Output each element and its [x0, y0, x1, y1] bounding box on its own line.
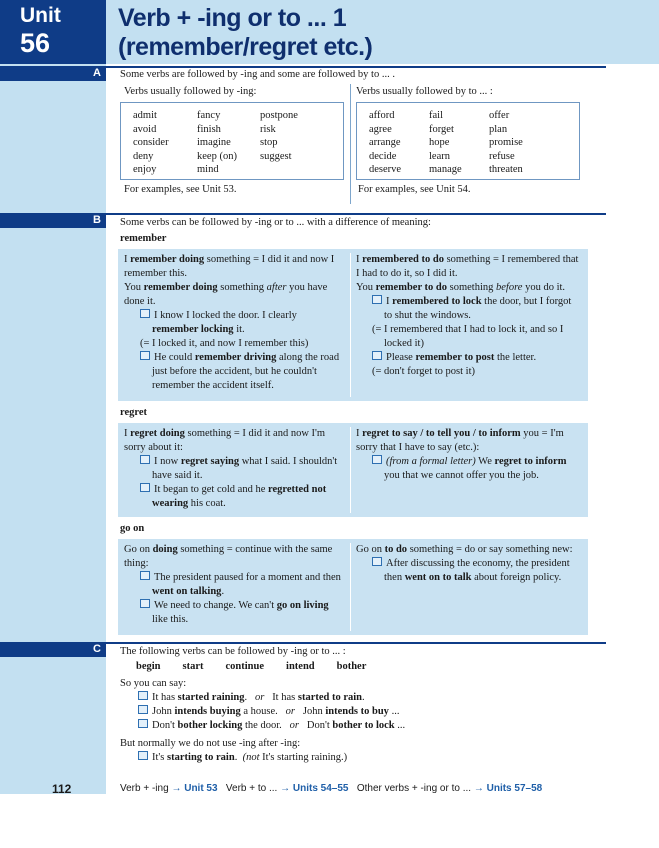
link-units-54-55[interactable]: Units 54–55 — [292, 783, 349, 794]
regret-to-column — [356, 427, 582, 483]
to-verb: plan — [489, 123, 508, 135]
checkbox-bullet-icon — [140, 599, 150, 608]
regret-panel — [118, 423, 588, 517]
link-units-57-58[interactable]: Units 57–58 — [486, 783, 543, 794]
checkbox-bullet-icon — [372, 557, 382, 566]
ing-verb: postpone — [260, 110, 298, 121]
section-a-divider — [350, 84, 351, 204]
ing-verbs-panel — [118, 84, 348, 204]
to-verb: hope — [429, 137, 450, 148]
checkbox-bullet-icon — [372, 351, 382, 360]
to-verb: fail — [429, 110, 443, 121]
ing-verbs-heading: Verbs usually followed by -ing: — [124, 86, 257, 97]
section-b-intro: Some verbs can be followed by -ing or to ... with a difference of meaning: — [120, 217, 431, 228]
unit-badge — [0, 0, 106, 64]
section-c-example-4: It's starting to rain. (not It's starting raining.) — [138, 751, 347, 765]
regret-doing-definition: I regret doing something = I did it and now I'm sorry about it: — [124, 428, 326, 453]
remember-divider — [350, 253, 351, 397]
remember-to-example-1: I remembered to lock the door, but I forgot to shut the windows. (= I remembered that I had to lock it, and so I locked it) — [372, 296, 572, 349]
section-a-intro: Some verbs are followed by -ing and some are followed by to ... . — [120, 69, 395, 80]
section-b-letter: B — [93, 214, 101, 226]
to-verb: learn — [429, 150, 450, 162]
checkbox-bullet-icon — [138, 691, 148, 700]
to-verb: arrange — [369, 137, 401, 148]
but-normally: But normally we do not use -ing after -ing: — [120, 738, 301, 749]
section-b-marker — [0, 213, 106, 228]
to-verbs-list — [369, 109, 547, 177]
section-c-verb: bother — [336, 661, 367, 672]
regret-label: regret — [120, 407, 148, 418]
section-c-verb: start — [182, 661, 204, 672]
regret-to-definition: I regret to say / to tell you / to inform you = I'm sorry that I have to say (etc.): — [356, 428, 564, 453]
to-verb: forget — [429, 123, 454, 135]
section-c-example-1: It has started raining. or It has started to rain. — [138, 691, 365, 705]
arrow-right-icon: → — [171, 783, 182, 794]
remember-to-definition: I remembered to do something = I remembered that I had to do it, so I did it. — [356, 254, 579, 279]
remember-label: remember — [120, 233, 167, 244]
go-on-doing-definition: Go on doing something = continue with the same thing: — [124, 544, 333, 569]
ing-verb: mind — [197, 164, 219, 175]
remember-panel — [118, 249, 588, 401]
ing-verb: enjoy — [133, 164, 157, 175]
to-verbs-footer: For examples, see Unit 54. — [358, 184, 471, 195]
ing-verb: suggest — [260, 150, 292, 162]
ing-verb: keep (on) — [197, 150, 237, 162]
go-on-doing-example-1: The president paused for a moment and then went on talking. — [140, 571, 346, 599]
to-verb: promise — [489, 137, 523, 148]
arrow-right-icon: → — [473, 783, 484, 794]
regret-divider — [350, 427, 351, 513]
section-a-marker — [0, 66, 106, 81]
section-a-panel — [118, 84, 588, 204]
to-verb: refuse — [489, 150, 515, 162]
go-on-panel — [118, 539, 588, 635]
go-on-to-definition: Go on to do something = do or say something new: — [356, 544, 573, 555]
ing-verb: stop — [260, 137, 278, 148]
page-number: 112 — [52, 782, 72, 796]
remember-to-column — [356, 253, 582, 379]
remember-doing-column — [124, 253, 344, 393]
link-unit-53[interactable]: Unit 53 — [184, 783, 218, 794]
remember-doing-explanation: You remember doing something after you have done it. — [124, 282, 328, 307]
section-c-verb: continue — [225, 661, 265, 672]
so-you-can-say: So you can say: — [120, 678, 187, 689]
section-c-verb-list — [136, 660, 366, 674]
side-margin — [0, 64, 106, 794]
remember-doing-example-1: I know I locked the door. I clearly remember locking it. (= I locked it, and now I remember this) — [140, 310, 309, 349]
to-verbs-box — [356, 102, 580, 180]
to-verb: afford — [369, 110, 395, 121]
ing-verb: risk — [260, 123, 276, 135]
unit-word: Unit — [20, 4, 61, 27]
go-on-doing-column — [124, 543, 346, 627]
to-verb: offer — [489, 110, 510, 121]
section-c-rule — [106, 642, 606, 644]
checkbox-bullet-icon — [372, 455, 382, 464]
remember-to-example-2: Please remember to post the letter. (= don't forget to post it) — [372, 352, 537, 377]
page-title-line2: (remember/regret etc.) — [118, 33, 373, 61]
ing-verb: finish — [197, 123, 221, 135]
ing-verb — [260, 163, 320, 177]
regret-doing-example-2: It began to get cold and he regretted not wearing his coat. — [140, 483, 346, 511]
to-verbs-heading: Verbs usually followed by to ... : — [356, 86, 493, 97]
checkbox-bullet-icon — [140, 351, 150, 360]
checkbox-bullet-icon — [138, 719, 148, 728]
ing-verb: avoid — [133, 123, 157, 135]
go-on-to-column — [356, 543, 582, 585]
ing-verbs-footer: For examples, see Unit 53. — [124, 184, 237, 195]
checkbox-bullet-icon — [372, 295, 382, 304]
ing-verb: imagine — [197, 137, 231, 148]
section-c-example-2: John intends buying a house. or John intends to buy ... — [138, 705, 399, 719]
section-c-verb: intend — [286, 661, 315, 672]
ing-verbs-list — [133, 109, 320, 177]
ing-verb: admit — [133, 110, 157, 121]
section-b-rule — [106, 213, 606, 215]
cross-reference-footer: Verb + -ing → Unit 53 Verb + to ... → Units 54–55 Other verbs + -ing or to ... → Units 57–58 — [120, 783, 543, 794]
checkbox-bullet-icon — [140, 309, 150, 318]
unit-number: 56 — [20, 28, 51, 58]
arrow-right-icon: → — [280, 783, 291, 794]
ing-verb: deny — [133, 150, 154, 162]
go-on-to-example-1: After discussing the economy, the president then went on to talk about foreign policy. — [372, 557, 582, 585]
checkbox-bullet-icon — [140, 483, 150, 492]
section-c-intro: The following verbs can be followed by -ing or to ... : — [120, 646, 346, 657]
checkbox-bullet-icon — [138, 705, 148, 714]
to-verbs-panel — [356, 84, 588, 204]
to-verb: manage — [429, 164, 462, 175]
checkbox-bullet-icon — [140, 455, 150, 464]
regret-to-example-1: (from a formal letter) We regret to inform you that we cannot offer you the job. — [372, 455, 582, 483]
go-on-divider — [350, 543, 351, 631]
section-c-example-3: Don't bother locking the door. or Don't bother to lock ... — [138, 719, 405, 733]
checkbox-bullet-icon — [138, 751, 148, 760]
to-verb: agree — [369, 123, 392, 135]
regret-doing-column — [124, 427, 346, 511]
go-on-label: go on — [120, 523, 145, 534]
section-c-verb: begin — [136, 661, 161, 672]
section-c-letter: C — [93, 643, 101, 655]
to-verb: threaten — [489, 164, 523, 175]
checkbox-bullet-icon — [140, 571, 150, 580]
go-on-doing-example-2: We need to change. We can't go on living like this. — [140, 599, 346, 627]
section-a-letter: A — [93, 67, 101, 79]
page-title-line1: Verb + -ing or to ... 1 — [118, 4, 347, 32]
to-verb: deserve — [369, 164, 402, 175]
regret-doing-example-1: I now regret saying what I said. I shouldn't have said it. — [140, 455, 346, 483]
remember-doing-example-2: He could remember driving along the road just before the accident, but he couldn't remember the accident itself. — [140, 351, 344, 393]
ing-verb: consider — [133, 137, 169, 148]
remember-to-explanation: You remember to do something before you do it. — [356, 282, 566, 293]
to-verb: decide — [369, 150, 397, 162]
remember-doing-definition: I remember doing something = I did it and now I remember this. — [124, 254, 335, 279]
ing-verb: fancy — [197, 110, 221, 121]
section-c-marker — [0, 642, 106, 657]
ing-verbs-box — [120, 102, 344, 180]
